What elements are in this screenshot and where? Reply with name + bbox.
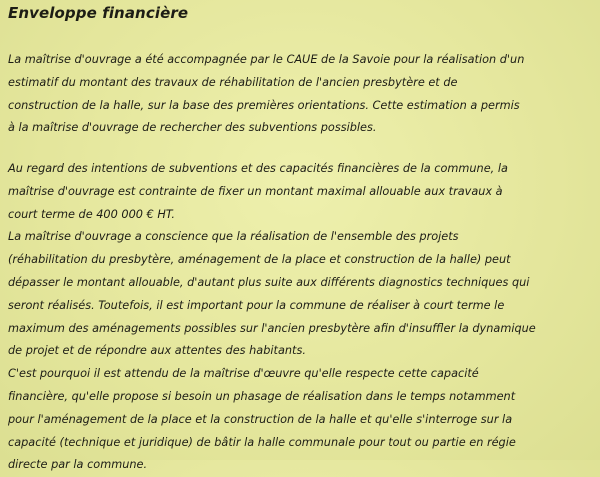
text-line: pour l'aménagement de la place et la construction de la halle et qu'elle s'interroge sur la	[8, 412, 513, 426]
text-line: La maîtrise d'ouvrage a conscience que la réalisation de l'ensemble des projets	[8, 230, 459, 244]
page-title: Enveloppe financière	[8, 4, 189, 22]
text-line: directe par la commune.	[8, 458, 148, 472]
paragraph-budget	[8, 158, 592, 477]
text-line: (réhabilitation du presbytère, aménagement de la place et construction de la halle) peut	[8, 253, 511, 267]
text-line: seront réalisés. Toutefois, il est important pour la commune de réaliser à court terme le	[8, 298, 505, 312]
text-line: construction de la halle, sur la base des premières orientations. Cette estimation a permis	[8, 98, 520, 112]
text-line: à la maîtrise d'ouvrage de rechercher des subventions possibles.	[8, 121, 377, 135]
text-line: maximum des aménagements possibles sur l'ancien presbytère afin d'insuffler la dynamique	[8, 321, 536, 335]
text-line: capacité (technique et juridique) de bâtir la halle communale pour tout ou partie en régie	[8, 435, 516, 449]
text-line: financière, qu'elle propose si besoin un phasage de réalisation dans le temps notamment	[8, 389, 516, 403]
text-line: C'est pourquoi il est attendu de la maîtrise d'œuvre qu'elle respecte cette capacité	[8, 367, 479, 381]
text-line: de projet et de répondre aux attentes des habitants.	[8, 344, 306, 358]
text-line: dépasser le montant allouable, d'autant plus suite aux différents diagnostics techniques qui	[8, 275, 530, 289]
text-line: court terme de 400 000 € HT.	[8, 207, 175, 221]
text-line: estimatif du montant des travaux de réhabilitation de l'ancien presbytère et de	[8, 75, 458, 89]
text-line: maîtrise d'ouvrage est contrainte de fixer un montant maximal allouable aux travaux à	[8, 184, 503, 198]
text-line: Au regard des intentions de subventions et des capacités financières de la commune, la	[8, 162, 508, 175]
paragraph-estimate	[8, 49, 592, 140]
text-line: La maîtrise d'ouvrage a été accompagnée par le CAUE de la Savoie pour la réalisation d'un	[8, 53, 525, 66]
